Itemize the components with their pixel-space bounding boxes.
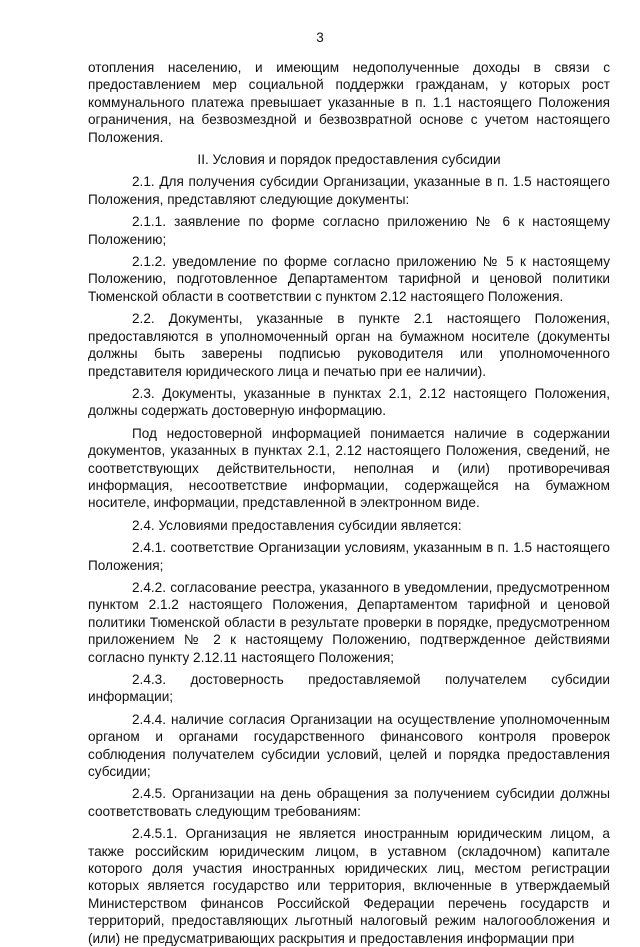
paragraph-2-4-5-1: 2.4.5.1. Организация не является иностранным юридическим лицом, а также российским юридическим лицом, в уставном (складочном) капитале которого доля участия иностранных юридических лиц, местом регистрации которых является государство или территория, включенные в утверждаемый Министерством финансов Российской Федерации перечень государств и территорий, предоставляющих льготный налоговый режим налогообложения и (или) не предусматривающих раскрытия и предоставления информации при <box>88 826 610 946</box>
paragraph-2-1-1: 2.1.1. заявление по форме согласно приложению № 6 к настоящему Положению; <box>88 214 610 247</box>
paragraph-2-3: 2.3. Документы, указанные в пунктах 2.1, 2.12 настоящего Положения, должны содержать достоверную информацию. <box>88 385 610 419</box>
page-number: 3 <box>316 30 324 45</box>
paragraph-2-1: 2.1. Для получения субсидии Организации, указанные в п. 1.5 настоящего Положения, представляют следующие документы: <box>88 174 610 207</box>
paragraph-2-4-4: 2.4.4. наличие согласия Организации на осуществление уполномоченным органом и органами государственного финансового контроля проверок соблюдения получателем субсидии условий, целей и порядка предоставления субсидии; <box>88 711 610 780</box>
paragraph-2-4-1: 2.4.1. соответствие Организации условиям, указанным в п. 1.5 настоящего Положения; <box>88 540 610 573</box>
paragraph-unreliable-info: Под недостоверной информацией понимается наличие в содержании документов, указанных в пунктах 2.1, 2.12 настоящего Положения, сведений, не соответствующих действительности, неполная и (или) противоречивая информация, несоответствие информации, содержащейся на бумажном носителе, информации, представленной в электронном виде. <box>88 425 610 511</box>
paragraph-2-4-5: 2.4.5. Организации на день обращения за получением субсидии должны соответствовать следующим требованиям: <box>88 786 610 819</box>
paragraph-2-4: 2.4. Условиями предоставления субсидии является: <box>132 517 462 533</box>
paragraph-2-4-3: 2.4.3. достоверность предоставляемой получателем субсидии информации; <box>88 672 610 705</box>
paragraph-2-2: 2.2. Документы, указанные в пункте 2.1 настоящего Положения, предоставляются в уполномоченный орган на бумажном носителе (документы должны быть заверены подписью руководителя или уполномоченного представителя юридического лица и печатью при ее наличии). <box>88 311 610 379</box>
paragraph-continuation: отопления населению, и имеющим недополученные доходы в связи с предоставлением мер социальной поддержки гражданам, у которых рост коммунального платежа превышает указанные в п. 1.1 настоящего Положения ограничения, на безвозмездной и безвозвратной основе с учетом настоящего Положения. <box>88 60 610 145</box>
document-body <box>88 59 610 947</box>
paragraph-2-4-2: 2.4.2. согласование реестра, указанного в уведомлении, предусмотренном пунктом 2.1.2 настоящего Положения, Департаментом тарифной и ценовой политики Тюменской области в результате проверки в порядке, предусмотренном приложением № 2 к настоящему Положению, подтвержденное действиями согласно пункту 2.12.11 настоящего Положения; <box>88 579 610 665</box>
paragraph-2-1-2: 2.1.2. уведомление по форме согласно приложению № 5 к настоящему Положению, подготовленное Департаментом тарифной и ценовой политики Тюменской области в соответствии с пунктом 2.12 настоящего Положения. <box>88 254 610 304</box>
section-heading: II. Условия и порядок предоставления субсидии <box>197 152 501 168</box>
